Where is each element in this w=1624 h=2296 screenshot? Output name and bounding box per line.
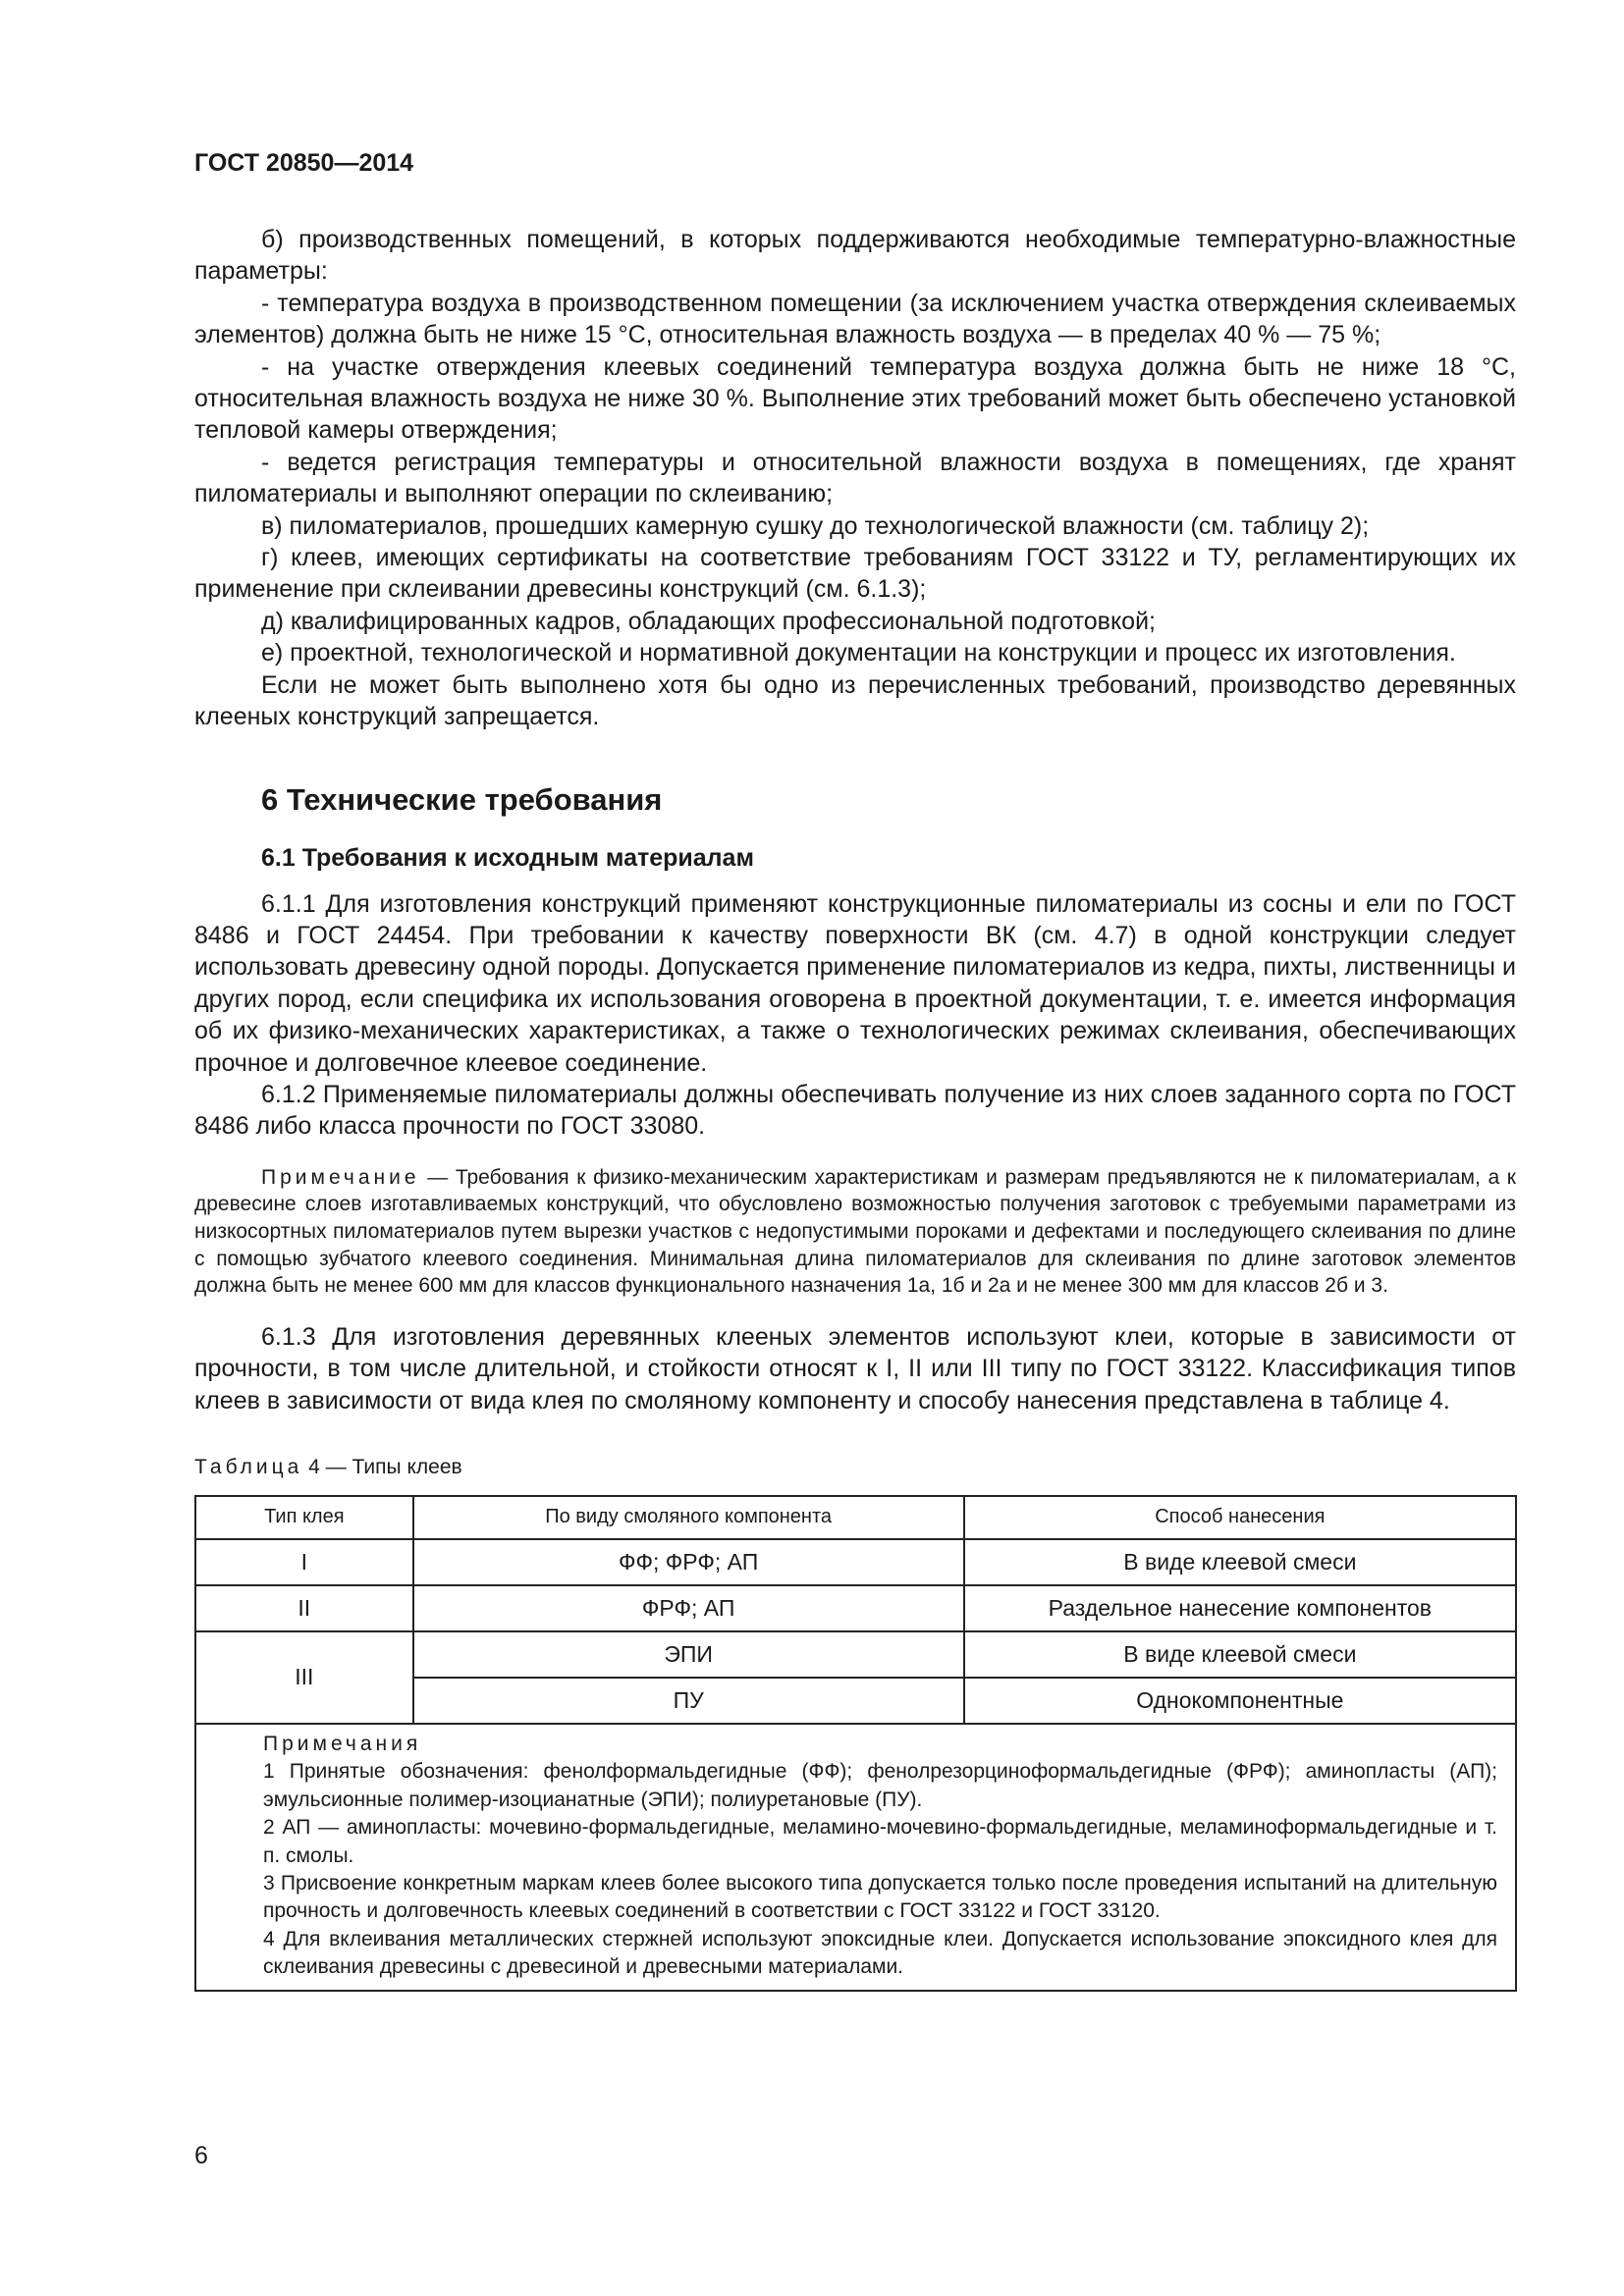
document-header: ГОСТ 20850—2014 — [194, 149, 414, 177]
page-number: 6 — [194, 2142, 208, 2169]
table-cell: В виде клеевой смеси — [964, 1539, 1516, 1585]
note-label: Примечание — [261, 1165, 420, 1189]
intro-paragraph: - температура воздуха в производственном помещении (за исключением участка отверждения склеиваемых элементов) должна быть не ниже 15 °С, относительная влажность воздуха — в пределах 40 % — 75 %; — [194, 289, 1516, 349]
intro-paragraph: в) пиломатериалов, прошедших камерную сушку до технологической влажности (см. таблицу 2); — [261, 511, 1370, 540]
table-cell: Раздельное нанесение компонентов — [964, 1585, 1516, 1631]
table-header-cell: Тип клея — [195, 1496, 413, 1539]
table-row — [195, 1631, 1516, 1678]
subsection-title: 6.1 Требования к исходным материалам — [261, 843, 754, 872]
table-cell: I — [195, 1539, 413, 1585]
clause-note — [194, 1164, 1516, 1300]
page-content — [194, 224, 1516, 1992]
intro-paragraph: е) проектной, технологической и нормативной документации на конструкции и процесс их изготовления. — [261, 639, 1456, 667]
glue-types-table — [194, 1495, 1517, 1992]
clause-6-1-1: 6.1.1 Для изготовления конструкций применяют конструкционные пиломатериалы из сосны и ели по ГОСТ 8486 и ГОСТ 24454. При требовании к качеству поверхности ВК (см. 4.7) в одной конструкции следует использовать древесину одной породы. Допускается применение пиломатериалов из кедра, пихты, лиственницы и других пород, если специфика их использования оговорена в проектной документации, т. е. имеется информация об их физико-механических характеристиках, а также о технологических режимах склеивания, обеспечивающих прочное и долговечное клеевое соединение. — [194, 889, 1516, 1077]
note-text: — Требования к физико-механическим характеристикам и размерам предъявляются не к пиломатериалам, а к древесине слоев изготавливаемых конструкций, что обусловлено возможностью получения заготовок с требуемыми параметрами из низкосортных пиломатериалов путем вырезки участков с недопустимыми пороками и дефектами и последующего склеивания по длине с помощью зубчатого клеевого соединения. Минимальная длина пиломатериалов для склеивания по длине заготовок элементов должна быть не менее 600 мм для классов функционального назначения 1а, 1б и 2а и не менее 300 мм для классов 2б и 3. — [194, 1165, 1516, 1298]
table-caption-text: 4 — Типы клеев — [302, 1455, 462, 1478]
intro-paragraph: - на участке отверждения клеевых соединений температура воздуха должна быть не ниже 18 °С, относительная влажность воздуха не ниже 30 %. Выполнение этих требований может быть обеспечено установкой тепловой камеры отверждения; — [194, 352, 1516, 445]
table-header-row — [195, 1496, 1516, 1539]
table-header-cell: По виду смоляного компонента — [413, 1496, 964, 1539]
table-cell: ФФ; ФРФ; АП — [413, 1539, 964, 1585]
table-notes — [195, 1724, 1516, 1991]
table-note: 3 Присвоение конкретным маркам клеев более высокого типа допускается только после проведения испытаний на длительную прочность и долговечность клеевых соединений в соответствии с ГОСТ 33122 и ГОСТ 33120. — [263, 1871, 1497, 1923]
intro-paragraph: г) клеев, имеющих сертификаты на соответствие требованиям ГОСТ 33122 и ТУ, регламентирующих их применение при склеивании древесины конструкций (см. 6.1.3); — [194, 544, 1516, 604]
table-cell: Однокомпонентные — [964, 1678, 1516, 1724]
intro-paragraph: д) квалифицированных кадров, обладающих профессиональной подготовкой; — [261, 607, 1156, 635]
table-notes-title: Примечания — [263, 1732, 422, 1755]
table-cell: III — [195, 1631, 413, 1724]
table-notes-row — [195, 1724, 1516, 1991]
section-title: 6 Технические требования — [261, 781, 663, 817]
table-note: 1 Принятые обозначения: фенолформальдегидные (ФФ); фенолрезорциноформальдегидные (ФРФ); аминопласты (АП); эмульсионные полимер-изоцианатные (ЭПИ); полиуретановые (ПУ). — [263, 1760, 1497, 1811]
table-cell: ПУ — [413, 1678, 964, 1724]
table-cell: ЭПИ — [413, 1631, 964, 1678]
intro-paragraph: Если не может быть выполнено хотя бы одно из перечисленных требований, производство деревянных клееных конструкций запрещается. — [194, 670, 1516, 731]
table-caption — [194, 1454, 1516, 1481]
table-note: 2 АП — аминопласты: мочевино-формальдегидные, меламино-мочевино-формальдегидные, меламиноформальдегидные и т. п. смолы. — [263, 1816, 1497, 1867]
clause-6-1-3: 6.1.3 Для изготовления деревянных клееных элементов используют клеи, которые в зависимости от прочности, в том числе длительной, и стойкости относят к I, II или III типу по ГОСТ 33122. Классификация типов клеев в зависимости от вида клея по смоляному компоненту и способу нанесения представлена в таблице 4. — [194, 1322, 1516, 1415]
table-cell: В виде клеевой смеси — [964, 1631, 1516, 1678]
table-row — [195, 1585, 1516, 1631]
table-cell: II — [195, 1585, 413, 1631]
clause-6-1-2: 6.1.2 Применяемые пиломатериалы должны обеспечивать получение из них слоев заданного сорта по ГОСТ 8486 либо класса прочности по ГОСТ 33080. — [194, 1080, 1516, 1141]
intro-paragraph: б) производственных помещений, в которых поддерживаются необходимые температурно-влажностные параметры: — [194, 226, 1516, 286]
intro-paragraph: - ведется регистрация температуры и относительной влажности воздуха в помещениях, где хранят пиломатериалы и выполняют операции по склеиванию; — [194, 448, 1516, 508]
table-header-cell: Способ нанесения — [964, 1496, 1516, 1539]
table-caption-label: Таблица — [194, 1455, 303, 1478]
table-row — [195, 1539, 1516, 1585]
table-cell: ФРФ; АП — [413, 1585, 964, 1631]
table-note: 4 Для вклеивания металлических стержней используют эпоксидные клеи. Допускается использование эпоксидного клея для склеивания древесины с древесиной и древесными материалами. — [263, 1927, 1497, 1979]
